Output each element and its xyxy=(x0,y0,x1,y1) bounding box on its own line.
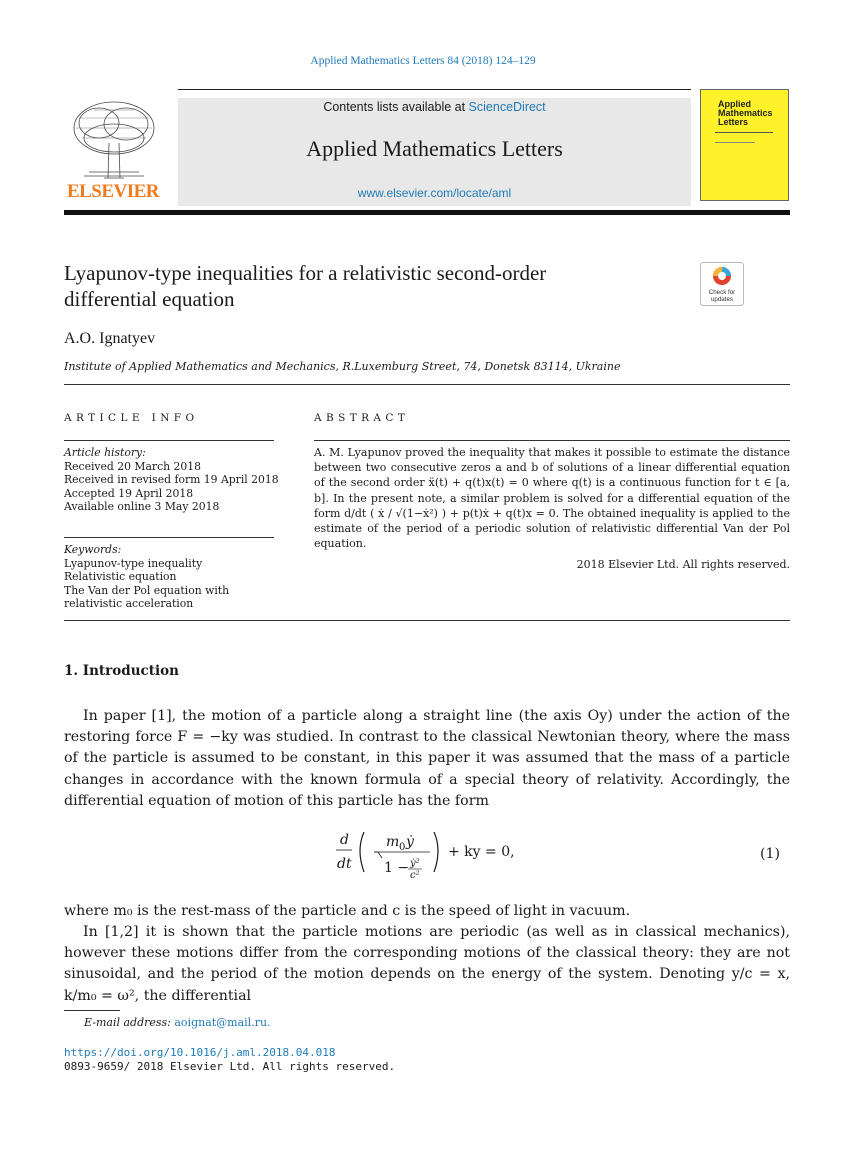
equation-1 xyxy=(330,820,530,890)
abstract-heading: ABSTRACT xyxy=(314,412,410,424)
header-thick-rule xyxy=(64,210,790,215)
journal-citation[interactable]: Applied Mathematics Letters 84 (2018) 124–129 xyxy=(310,55,536,67)
footnote-email xyxy=(84,1016,271,1029)
accepted-date: Accepted 19 April 2018 xyxy=(64,486,194,500)
header-top-rule xyxy=(178,89,691,90)
keyword: The Van der Pol equation with relativistic acceleration xyxy=(64,583,230,610)
keywords-rule xyxy=(64,537,274,538)
elsevier-wordmark: ELSEVIER xyxy=(66,181,160,202)
title-block-rule xyxy=(64,384,790,385)
eq-token: dt xyxy=(337,856,352,872)
email-link[interactable]: aoignat@mail.ru. xyxy=(174,1016,271,1029)
eq-token: 0 xyxy=(399,842,406,853)
history-label: Article history: xyxy=(64,446,146,459)
check-for-updates-badge[interactable] xyxy=(700,262,744,306)
equation-number: (1) xyxy=(760,846,781,862)
eq-token: ẏ² xyxy=(410,858,420,869)
email-label: E-mail address: xyxy=(84,1016,175,1029)
article-history xyxy=(64,446,279,514)
equation-rhs: + ky = 0, xyxy=(448,844,515,860)
keywords-block xyxy=(64,543,279,611)
eq-token: ẏ xyxy=(406,834,414,850)
abstract-end-rule xyxy=(64,620,790,621)
keyword: Lyapunov-type inequality xyxy=(64,556,203,570)
article-info-rule xyxy=(64,440,274,441)
abstract-sentence-1: A. M. Lyapunov proved the inequality that makes it possible to estimate the distance between two consecutive zeros a and b of solutions of a linear differential equation of the second order ẍ(t) + q(t)x(t) = 0 where q(t) is a continuous function for t ∈ [a, b]. xyxy=(314,446,790,505)
journal-cover-thumbnail[interactable] xyxy=(700,89,789,201)
eq-token: c² xyxy=(410,870,420,881)
cover-rule xyxy=(715,132,773,133)
doi-link[interactable]: https://doi.org/10.1016/j.aml.2018.04.018 xyxy=(64,1046,336,1059)
author-affiliation: Institute of Applied Mathematics and Mechanics, R.Luxemburg Street, 74, Donetsk 83114, Ukraine xyxy=(64,360,621,373)
author-name: A.O. Ignatyev xyxy=(64,330,156,347)
revised-date: Received in revised form 19 April 2018 xyxy=(64,473,279,486)
check-updates-label: updates xyxy=(710,296,734,303)
online-date: Available online 3 May 2018 xyxy=(64,500,220,513)
paper-title: Lyapunov-type inequalities for a relativistic second-order differential equation xyxy=(64,261,547,311)
received-date: Received 20 March 2018 xyxy=(64,459,201,473)
section-heading: 1. Introduction xyxy=(64,663,179,679)
intro-paragraph-2: where m₀ is the rest-mass of the particle and c is the speed of light in vacuum. xyxy=(64,903,631,919)
keyword: Relativistic equation xyxy=(64,570,177,583)
journal-name: Applied Mathematics Letters xyxy=(306,136,563,161)
intro-paragraph-3: In [1,2] it is shown that the particle motions are periodic (as well as in classical mechanics), however these motions differ from the corresponding motions of the classical theory: they are not sinusoidal, and the period of the motion depends on the energy of the system. Denoting y/c = x, k/m₀ = ω², the differential xyxy=(64,924,790,1004)
contents-line xyxy=(178,100,691,114)
intro-paragraph-1: In paper [1], the motion of a particle along a straight line (the axis Oy) under the action of the restoring force F = −ky was studied. In contrast to the classical Newtonian theory, where the mass of the particle is assumed to be constant, in this paper it was assumed that the mass of a particle changes in accordance with the known formula of a special theory of relativity. Accordingly, the differential equation of motion of this particle has the form xyxy=(64,708,790,809)
eq-token: 1 − xyxy=(384,860,410,876)
sciencedirect-link[interactable]: ScienceDirect xyxy=(468,100,546,114)
contents-prefix: Contents lists available at xyxy=(323,100,469,114)
eq-token: m xyxy=(386,834,400,850)
journal-url-link[interactable]: www.elsevier.com/locate/aml xyxy=(357,186,512,200)
check-updates-label: Check for xyxy=(708,289,736,296)
cover-title: Applied Mathematics Letters xyxy=(718,99,773,127)
abstract-text xyxy=(314,445,790,551)
abstract-copyright: 2018 Elsevier Ltd. All rights reserved. xyxy=(576,558,790,571)
keywords-label: Keywords: xyxy=(64,543,122,556)
abstract-sentence-2: In the present note, a similar problem is solved for a differential equation of the form d/dt ( ẋ / √(1−ẋ²) ) + p(t)ẋ + q(t)x = 0. The obtained inequality is applied to the estimate of the period of a periodic solution of relativistic differential Van der Pol equation. xyxy=(314,491,791,551)
eq-token: d xyxy=(340,832,349,848)
cover-rule xyxy=(715,142,755,143)
issn-copyright: 0893-9659/ 2018 Elsevier Ltd. All rights reserved. xyxy=(64,1060,396,1073)
abstract-rule xyxy=(314,440,790,441)
article-info-heading: ARTICLE INFO xyxy=(64,412,199,424)
footnote-rule xyxy=(64,1010,120,1011)
